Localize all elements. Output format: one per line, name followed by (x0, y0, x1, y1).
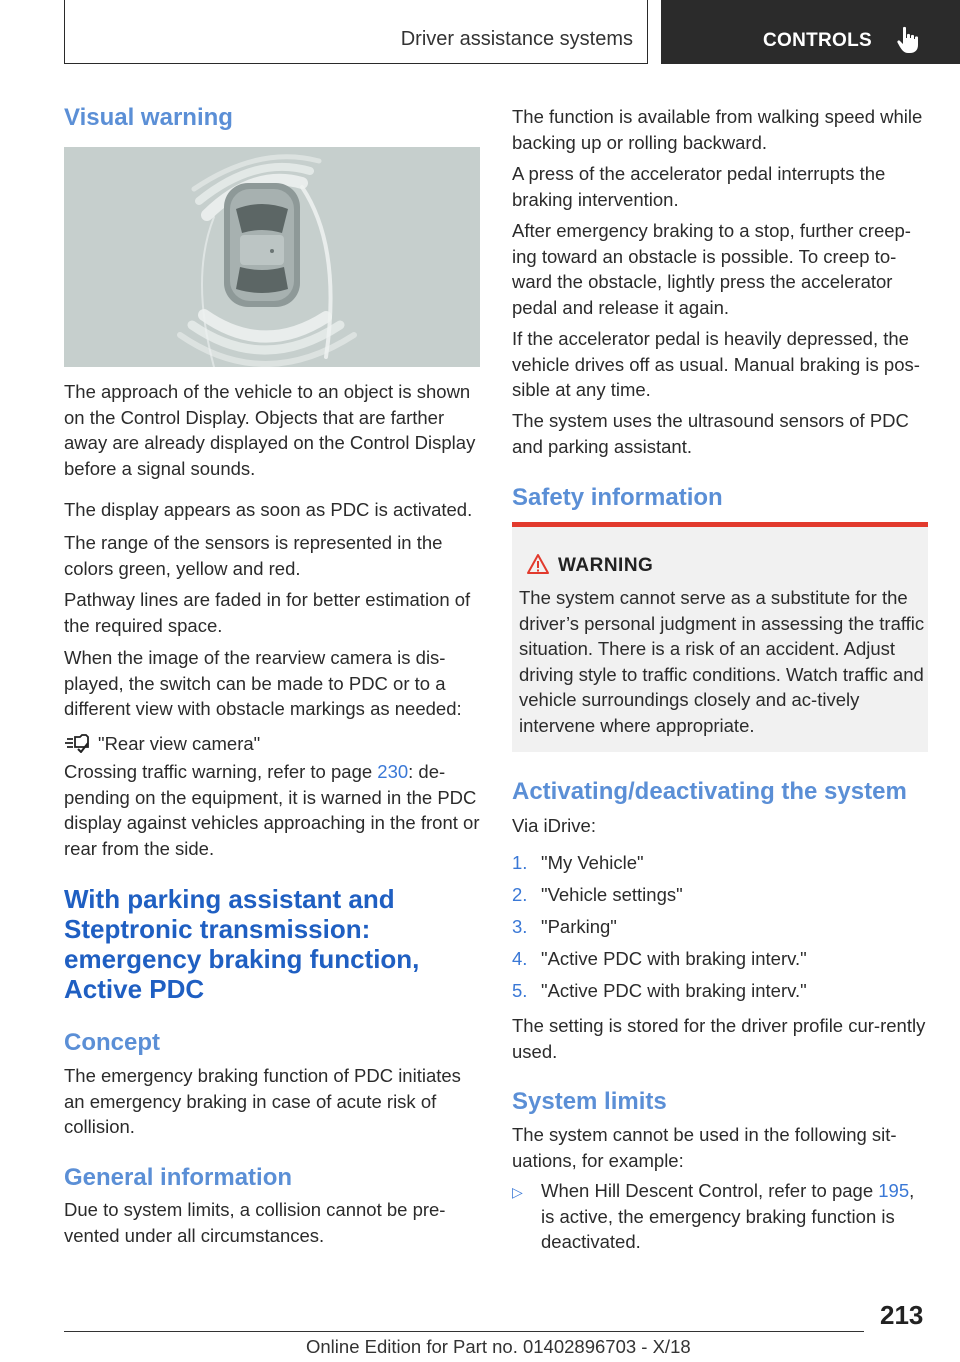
text-span: When Hill Descent Control, refer to page (541, 1180, 879, 1201)
section-heading-emergency-braking: With parking assistant and Steptronic transmission: emergency braking function, Active PDC (64, 884, 420, 1004)
pdc-display-illustration (64, 147, 480, 367)
activating-heading: Activating/deactivating the system (512, 778, 907, 805)
page-number: 213 (880, 1300, 924, 1330)
camera-menu-item (64, 731, 480, 757)
paragraph-crossing-traffic (64, 759, 480, 861)
system-limits-heading: System limits (512, 1088, 667, 1115)
paragraph: The system uses the ultrasound sensors of PDC and parking assistant. (512, 410, 909, 457)
warning-text: The system cannot serve as a substitute for the driver’s personal judgment in assessing the traffic situation. There is a risk of an accident. Adjust driving style to traffic conditions. Watch traffic and vehicle surroundings closely and ac-tively intervene where appropriate. (519, 587, 925, 736)
bullet-triangle-icon: ▷ (512, 1184, 523, 1200)
text-span: , is active, the emergency braking function is deactivated. (541, 1180, 915, 1252)
list-number: 2. (512, 884, 528, 905)
paragraph: The system cannot be used in the following sit-uations, for example: (512, 1124, 897, 1171)
paragraph: The approach of the vehicle to an object is shown on the Control Display. Objects that are farther away are already displayed on the Control Display before a signal sounds. (64, 381, 476, 479)
warning-triangle-icon (526, 553, 550, 580)
general-information-heading: General information (64, 1164, 293, 1191)
page-link-230[interactable]: 230 (377, 761, 409, 782)
header-chapter-box (661, 0, 960, 64)
paragraph: The function is available from walking speed while backing up or rolling backward. (512, 106, 923, 153)
list-number: 5. (512, 980, 528, 1001)
paragraph: A press of the accelerator pedal interrupts the braking intervention. (512, 163, 886, 210)
text-span: Crossing traffic warning, refer to page (64, 761, 378, 782)
header-section-box (64, 0, 648, 64)
list-number: 1. (512, 852, 528, 873)
header-section-title: Driver assistance systems (400, 28, 633, 50)
header-chapter-title: CONTROLS (763, 30, 873, 51)
paragraph: Via iDrive: (512, 815, 596, 836)
footer-divider (64, 1331, 864, 1332)
paragraph: The setting is stored for the driver profile cur-rently used. (512, 1015, 926, 1062)
list-text: "Active PDC with braking interv." (541, 948, 807, 969)
paragraph: Pathway lines are faded in for better estimation of the required space. (64, 589, 471, 636)
list-number: 4. (512, 948, 528, 969)
camera-item-label: "Rear view camera" (98, 733, 261, 754)
paragraph: If the accelerator pedal is heavily depressed, the vehicle drives off as usual. Manual braking is pos-sible at any time. (512, 328, 920, 400)
paragraph: After emergency braking to a stop, further creep-ing toward an obstacle is possible. To creep to-ward the obstacle, lightly press the accelerator pedal and release it again. (512, 220, 911, 318)
warning-title: WARNING (558, 555, 654, 576)
list-text: "My Vehicle" (541, 852, 644, 873)
visual-warning-heading: Visual warning (64, 104, 233, 131)
paragraph: The range of the sensors is represented in the colors green, yellow and red. (64, 532, 443, 579)
list-text (541, 1178, 931, 1255)
paragraph: The display appears as soon as PDC is activated. (64, 499, 473, 520)
list-text: "Active PDC with braking interv." (541, 980, 807, 1001)
safety-information-heading: Safety information (512, 484, 723, 511)
list-number: 3. (512, 916, 528, 937)
page-link-195[interactable]: 195 (878, 1180, 910, 1201)
pointing-hand-icon (897, 26, 923, 59)
list-text: "Vehicle settings" (541, 884, 683, 905)
paragraph: When the image of the rearview camera is dis-played, the switch can be made to PDC or to a different view with obstacle markings as needed: (64, 647, 462, 719)
list-text: "Parking" (541, 916, 617, 937)
paragraph: The emergency braking function of PDC initiates an emergency braking in case of acute risk of collision. (64, 1065, 461, 1137)
footer-edition: Online Edition for Part no. 01402896703 - X/18 (306, 1336, 691, 1357)
paragraph: Due to system limits, a collision cannot be pre-vented under all circumstances. (64, 1199, 446, 1246)
text-span: : de-pending on the equipment, it is warned in the PDC display against vehicles approaching in the front or rear from the side. (64, 761, 480, 859)
camera-icon (64, 733, 90, 758)
warning-box (512, 522, 928, 752)
concept-heading: Concept (64, 1029, 160, 1056)
